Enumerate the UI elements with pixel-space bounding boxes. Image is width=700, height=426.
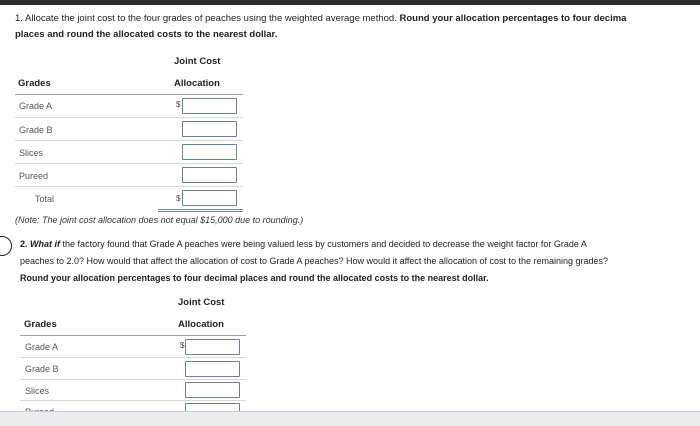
q2-slices-allocation-input[interactable]: [185, 382, 240, 398]
q1-instruction-line2: places and round the allocated costs to the nearest dollar.: [15, 29, 278, 40]
q1-col-header-joint-cost: Joint Cost: [174, 56, 221, 67]
q1-slices-allocation-input[interactable]: [182, 144, 237, 160]
q2-row-label-grade-a: Grade A: [25, 342, 59, 352]
question-marker-icon: [0, 236, 12, 256]
q1-grade-a-allocation-input[interactable]: [182, 98, 237, 114]
q1-note: (Note: The joint cost allocation does not equal $15,000 due to rounding.): [15, 215, 304, 225]
q2-header-rule: [20, 335, 246, 336]
q1-col-header-allocation: Allocation: [174, 78, 220, 89]
top-bar: [0, 0, 700, 5]
q1-row-label-pureed: Pureed: [19, 171, 49, 181]
q1-header-rule: [15, 94, 243, 95]
q1-row-label-slices: Slices: [19, 148, 44, 158]
q1-instruction-line1: [15, 11, 626, 27]
q2-instruction-line2: peaches to 2.0? How would that affect the allocation of cost to Grade A peaches? How would it affect the allocation of cost to the remaining grades?: [20, 256, 609, 266]
q1-total-label: Total: [35, 194, 55, 204]
q2-row-label-slices: Slices: [25, 386, 50, 396]
q1-row-label-grade-b: Grade B: [19, 125, 53, 135]
q1-row-divider: [15, 117, 243, 118]
q1-row-label-grade-a: Grade A: [19, 101, 53, 111]
q1-grades-header: Grades: [18, 78, 51, 89]
q1-grade-b-allocation-input[interactable]: [182, 121, 237, 137]
q1-instruction-text: 1. Allocate the joint cost to the four grades of peaches using the weighted average method.: [15, 13, 397, 24]
q1-total-double-rule: [158, 211, 243, 212]
q1-total-allocation-input[interactable]: [182, 190, 237, 206]
q2-rounding-instruction: Round your allocation percentages to four decimal places and round the allocated costs to the nearest dollar.: [20, 273, 489, 283]
q1-row-divider: [15, 186, 243, 187]
q2-col-header-joint-cost: Joint Cost: [178, 297, 225, 308]
q1-currency-total: $: [176, 194, 181, 203]
q2-row-divider: [20, 400, 246, 401]
q2-row-divider: [20, 379, 246, 380]
q1-currency-grade-a: $: [176, 100, 181, 109]
q2-grades-header: Grades: [24, 319, 57, 330]
q1-row-divider: [15, 140, 243, 141]
q1-rounding-instruction: Round your allocation percentages to four decima: [399, 13, 627, 24]
q2-row-label-grade-b: Grade B: [25, 364, 59, 374]
q2-row-divider: [20, 357, 246, 358]
q2-grade-a-allocation-input[interactable]: [185, 339, 240, 355]
q2-currency-grade-a: $: [180, 341, 185, 350]
q2-instruction-text: the factory found that Grade A peaches were being valued less by customers and decided to decrease the weight factor for Grade A: [62, 239, 587, 249]
q2-instruction-line1: [20, 236, 587, 252]
q1-total-double-rule: [158, 209, 243, 210]
q1-pureed-allocation-input[interactable]: [182, 167, 237, 183]
q2-col-header-allocation: Allocation: [178, 319, 224, 330]
bottom-scroll-bar: [0, 411, 700, 426]
q2-grade-b-allocation-input[interactable]: [185, 361, 240, 377]
q2-what-if: What if: [30, 239, 61, 249]
q1-row-divider: [15, 163, 243, 164]
q2-number: 2.: [20, 239, 28, 249]
